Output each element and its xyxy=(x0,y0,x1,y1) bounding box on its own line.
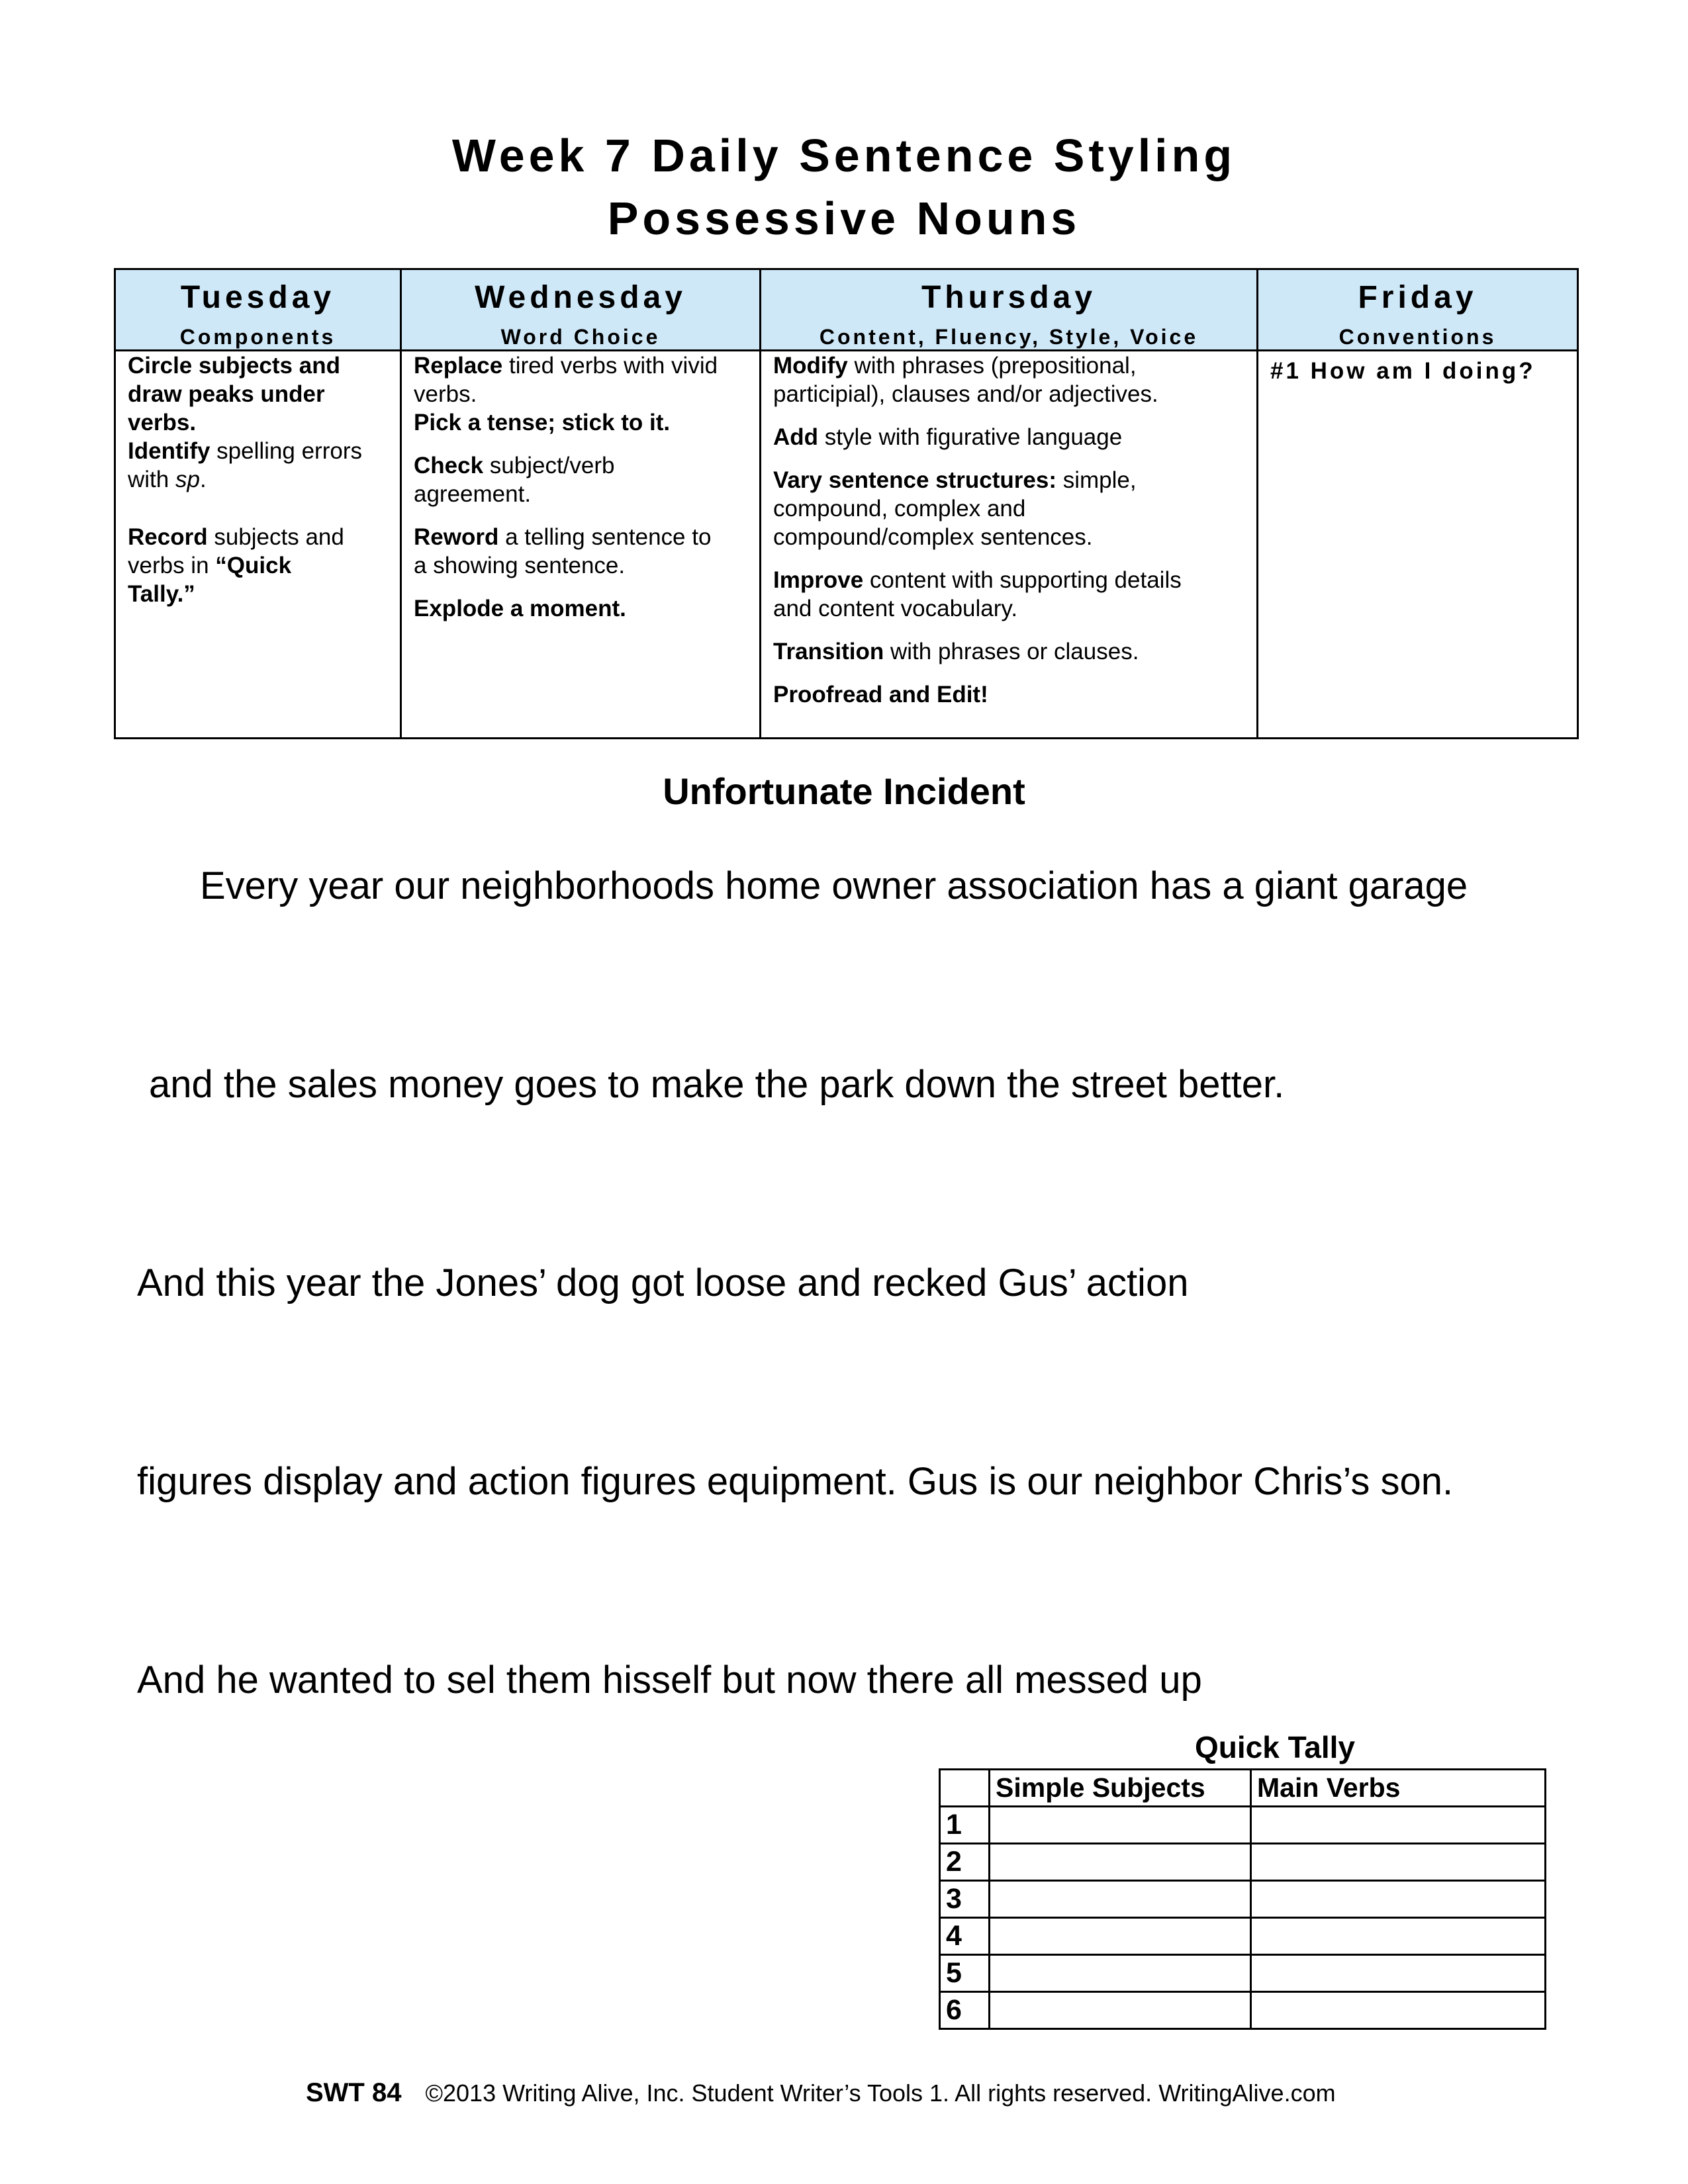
day-label: Friday xyxy=(1358,280,1477,315)
tally-row-number: 6 xyxy=(940,1992,990,2029)
instruction-abbrev: sp xyxy=(175,467,200,492)
instruction-line: verbs. xyxy=(414,381,477,407)
instruction-line xyxy=(128,551,388,580)
weekly-schedule-table xyxy=(114,268,1579,739)
instruction-line: and content vocabulary. xyxy=(773,596,1018,621)
instruction-line: verbs. xyxy=(128,410,197,435)
instruction-keyword: Add xyxy=(773,424,819,450)
tally-header-verbs: Main Verbs xyxy=(1251,1770,1546,1807)
instruction-keyword: “Quick xyxy=(215,553,292,578)
instruction-text: simple, xyxy=(1056,467,1137,493)
friday-instructions xyxy=(1258,351,1578,739)
instruction-line: draw peaks under xyxy=(128,381,325,407)
focus-label: Content, Fluency, Style, Voice xyxy=(819,325,1199,349)
instruction-line: agreement. xyxy=(414,481,532,507)
instruction-line: Proofread and Edit! xyxy=(773,682,988,707)
story-line: And this year the Jones’ dog got loose and recked Gus’ action xyxy=(137,1261,1189,1304)
tally-verb-cell[interactable] xyxy=(1251,1807,1546,1844)
schedule-header-row xyxy=(115,269,1578,351)
instruction-line xyxy=(414,451,747,480)
instruction-line xyxy=(773,637,1244,666)
header-friday xyxy=(1258,269,1578,351)
tally-subject-cell[interactable] xyxy=(990,1881,1251,1918)
focus-label: Components xyxy=(179,325,336,349)
tally-header-subjects: Simple Subjects xyxy=(990,1770,1251,1807)
page-code: SWT 84 xyxy=(306,2078,402,2107)
quick-tally-table xyxy=(939,1768,1546,2030)
schedule-body-row xyxy=(115,351,1578,739)
tally-row xyxy=(940,1992,1546,2029)
tally-row-number: 2 xyxy=(940,1844,990,1881)
story-line: And he wanted to sel them hisself but now there all messed up xyxy=(137,1659,1202,1702)
instruction-keyword: Check xyxy=(414,453,484,478)
tally-subject-cell[interactable] xyxy=(990,1918,1251,1955)
focus-label: Word Choice xyxy=(500,325,661,349)
instruction-line xyxy=(773,466,1244,494)
instruction-line: Pick a tense; stick to it. xyxy=(414,410,671,435)
instruction-text: subjects and xyxy=(207,524,344,550)
tally-subject-cell[interactable] xyxy=(990,1992,1251,2029)
tally-subject-cell[interactable] xyxy=(990,1844,1251,1881)
instruction-line xyxy=(414,351,747,380)
instruction-line xyxy=(128,523,388,551)
instruction-line: compound/complex sentences. xyxy=(773,524,1093,550)
tally-row-number: 1 xyxy=(940,1807,990,1844)
page-title: Week 7 Daily Sentence Styling xyxy=(451,130,1237,181)
tally-verb-cell[interactable] xyxy=(1251,1918,1546,1955)
day-label: Thursday xyxy=(921,280,1097,315)
instruction-line xyxy=(414,523,747,551)
story-title: Unfortunate Incident xyxy=(663,770,1025,812)
copyright-text: ©2013 Writing Alive, Inc. Student Writer’s Tools 1. All rights reserved. WritingAlive.com xyxy=(425,2079,1336,2107)
header-thursday xyxy=(761,269,1258,351)
tally-row xyxy=(940,1881,1546,1918)
instruction-line xyxy=(128,465,388,494)
header-tuesday xyxy=(115,269,401,351)
page-footer xyxy=(306,2078,1336,2108)
instruction-text: style with figurative language xyxy=(818,424,1123,450)
story-line: and the sales money goes to make the park down the street better. xyxy=(149,1063,1285,1106)
tuesday-instructions xyxy=(115,351,401,739)
instruction-text: spelling errors xyxy=(210,438,362,464)
tally-header-row xyxy=(940,1770,1546,1807)
instruction-text: a telling sentence to xyxy=(498,524,712,550)
instruction-line: participial), clauses and/or adjectives. xyxy=(773,381,1158,407)
tally-verb-cell[interactable] xyxy=(1251,1844,1546,1881)
instruction-text: with phrases or clauses. xyxy=(884,639,1139,664)
instruction-keyword: Reword xyxy=(414,524,499,550)
tally-subject-cell[interactable] xyxy=(990,1807,1251,1844)
tally-verb-cell[interactable] xyxy=(1251,1992,1546,2029)
thursday-instructions xyxy=(761,351,1258,739)
story-line: figures display and action figures equipment. Gus is our neighbor Chris’s son. xyxy=(137,1460,1454,1503)
tally-row-number: 5 xyxy=(940,1955,990,1992)
instruction-text: tired verbs with vivid xyxy=(502,353,718,379)
instruction-keyword: Vary sentence structures: xyxy=(773,467,1056,493)
tally-row xyxy=(940,1844,1546,1881)
instruction-keyword: Record xyxy=(128,524,208,550)
tally-verb-cell[interactable] xyxy=(1251,1955,1546,1992)
instruction-text: with xyxy=(128,467,175,492)
instruction-line: a showing sentence. xyxy=(414,553,626,578)
day-label: Wednesday xyxy=(475,280,686,315)
instruction-text: with phrases (prepositional, xyxy=(847,353,1137,379)
instruction-line: Explode a moment. xyxy=(414,596,626,621)
story-line: Every year our neighborhoods home owner association has a giant garage xyxy=(200,864,1468,907)
tally-subject-cell[interactable] xyxy=(990,1955,1251,1992)
instruction-keyword: Transition xyxy=(773,639,884,664)
instruction-line: Circle subjects and xyxy=(128,353,340,379)
instruction-text: . xyxy=(199,467,207,492)
tally-row-number: 4 xyxy=(940,1918,990,1955)
tally-row xyxy=(940,1918,1546,1955)
instruction-line xyxy=(128,437,388,465)
wednesday-instructions xyxy=(401,351,761,739)
instruction-line xyxy=(773,423,1244,451)
tally-row xyxy=(940,1955,1546,1992)
quick-tally-title: Quick Tally xyxy=(1195,1730,1356,1764)
page-subtitle: Possessive Nouns xyxy=(607,193,1081,244)
instruction-line: compound, complex and xyxy=(773,496,1026,522)
instruction-line xyxy=(773,566,1244,594)
tally-row-number: 3 xyxy=(940,1881,990,1918)
tally-row xyxy=(940,1807,1546,1844)
instruction-line: #1 How am I doing? xyxy=(1270,358,1536,384)
instruction-keyword: Identify xyxy=(128,438,211,464)
tally-header-blank xyxy=(940,1770,990,1807)
instruction-line: Tally.” xyxy=(128,581,195,607)
focus-label: Conventions xyxy=(1338,325,1497,349)
instruction-keyword: Replace xyxy=(414,353,503,379)
header-wednesday xyxy=(401,269,761,351)
instruction-text: verbs in xyxy=(128,553,216,578)
tally-verb-cell[interactable] xyxy=(1251,1881,1546,1918)
instruction-line xyxy=(773,351,1244,380)
instruction-text: subject/verb xyxy=(483,453,615,478)
instruction-keyword: Improve xyxy=(773,567,864,593)
instruction-text: content with supporting details xyxy=(863,567,1182,593)
instruction-keyword: Modify xyxy=(773,353,848,379)
day-label: Tuesday xyxy=(180,280,336,315)
